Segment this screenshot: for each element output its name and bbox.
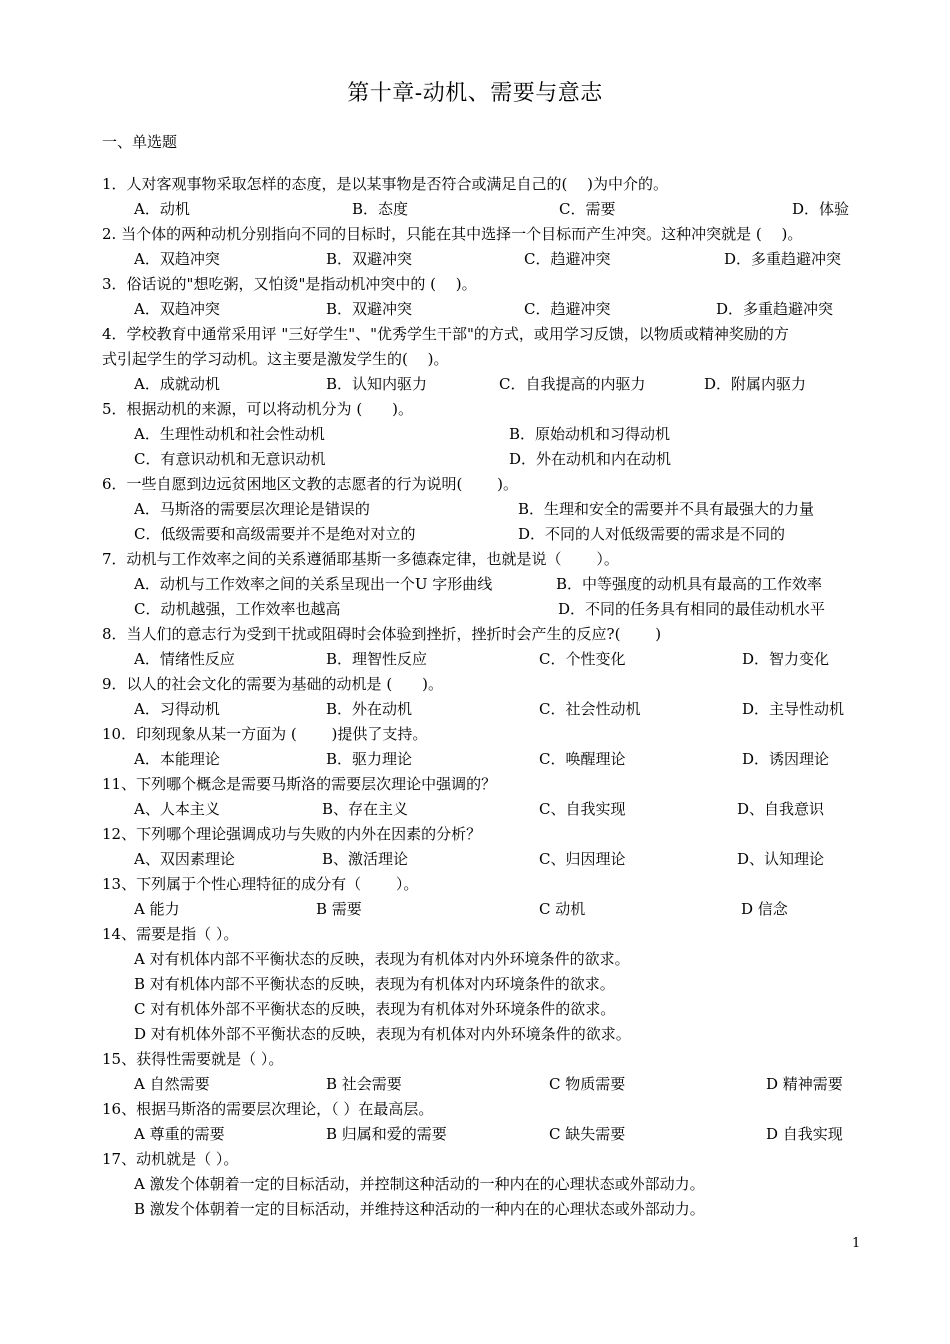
question-stem: 12、下列哪个理论强调成功与失败的内外在因素的分析？ xyxy=(102,825,482,843)
answer-option: A 能力 xyxy=(134,900,180,918)
answer-option: D．不同的任务具有相同的最佳动机水平 xyxy=(558,600,826,618)
answer-option: B．态度 xyxy=(352,200,409,218)
page-number: 1 xyxy=(852,1236,861,1251)
answer-option: A．动机 xyxy=(134,200,190,218)
answer-option: D．附属内驱力 xyxy=(704,375,807,393)
question-stem: 5．根据动机的来源，可以将动机分为 ( )。 xyxy=(102,400,414,418)
answer-option: B 激发个体朝着一定的目标活动，并维持这种活动的一种内在的心理状态或外部动力。 xyxy=(134,1200,705,1218)
answer-option: B 需要 xyxy=(316,900,362,918)
answer-option: C．有意识动机和无意识动机 xyxy=(134,450,326,468)
question-stem: 2. 当个体的两种动机分别指向不同的目标时，只能在其中选择一个目标而产生冲突。这种冲突就是 ( )。 xyxy=(102,225,803,243)
answer-option: B．理智性反应 xyxy=(326,650,428,668)
question-stem: 3．俗话说的"想吃粥，又怕烫"是指动机冲突中的 ( )。 xyxy=(102,275,477,293)
answer-option: B、激活理论 xyxy=(322,850,409,868)
answer-option: A 尊重的需要 xyxy=(134,1125,225,1143)
answer-option: C 缺失需要 xyxy=(549,1125,626,1143)
answer-option: A．双趋冲突 xyxy=(134,250,220,268)
answer-option: D、认知理论 xyxy=(737,850,825,868)
answer-option: D．多重趋避冲突 xyxy=(724,250,842,268)
answer-option: A．情绪性反应 xyxy=(134,650,235,668)
option-row xyxy=(102,422,866,447)
answer-option: D．智力变化 xyxy=(742,650,830,668)
question-stem: 15、获得性需要就是（ ）。 xyxy=(102,1050,284,1068)
answer-option: C 动机 xyxy=(539,900,586,918)
question-stem: 式引起学生的学习动机。这主要是激发学生的( )。 xyxy=(102,350,449,368)
answer-option: A 对有机体内部不平衡状态的反映，表现为有机体对内外环境条件的欲求。 xyxy=(134,950,630,968)
answer-option: B．双避冲突 xyxy=(326,250,413,268)
answer-option: A．双趋冲突 xyxy=(134,300,220,318)
answer-option: A、人本主义 xyxy=(134,800,220,818)
question-stem: 4．学校教育中通常采用评 "三好学生"、"优秀学生干部"的方式，或用学习反馈，以物质或精神奖励的方 xyxy=(102,325,789,343)
option-row xyxy=(102,797,866,822)
answer-option: B、存在主义 xyxy=(322,800,409,818)
answer-option: D．诱因理论 xyxy=(742,750,830,768)
answer-option: A 自然需要 xyxy=(134,1075,210,1093)
answer-option: D．不同的人对低级需要的需求是不同的 xyxy=(518,525,786,543)
option-row xyxy=(102,972,866,997)
answer-option: A．习得动机 xyxy=(134,700,220,718)
page-title: 第十章-动机、需要与意志 xyxy=(347,81,603,106)
answer-option: D．体验 xyxy=(792,200,850,218)
question-stem: 10．印刻现象从某一方面为 ( )提供了支持。 xyxy=(102,725,428,743)
answer-option: D 信念 xyxy=(741,900,788,918)
option-row xyxy=(102,947,866,972)
answer-option: C．需要 xyxy=(559,200,616,218)
section-heading: 一、单选题 xyxy=(102,133,178,151)
answer-option: C．唤醒理论 xyxy=(539,750,626,768)
option-row xyxy=(102,697,866,722)
answer-option: A、双因素理论 xyxy=(134,850,235,868)
answer-option: C．个性变化 xyxy=(539,650,626,668)
answer-option: D 对有机体外部不平衡状态的反映，表现为有机体对内外环境条件的欲求。 xyxy=(134,1025,631,1043)
answer-option: C．社会性动机 xyxy=(539,700,641,718)
question-stem: 11、下列哪个概念是需要马斯洛的需要层次理论中强调的？ xyxy=(102,775,497,793)
option-row xyxy=(102,1122,866,1147)
option-row xyxy=(102,847,866,872)
answer-option: B 归属和爱的需要 xyxy=(326,1125,447,1143)
option-row xyxy=(102,1172,866,1197)
answer-option: A．成就动机 xyxy=(134,375,220,393)
option-row xyxy=(102,572,866,597)
question-stem: 1．人对客观事物采取怎样的态度，是以某事物是否符合或满足自己的( )为中介的。 xyxy=(102,175,669,193)
option-row xyxy=(102,247,866,272)
answer-option: D．主导性动机 xyxy=(742,700,845,718)
answer-option: D 自我实现 xyxy=(766,1125,843,1143)
answer-option: C．趋避冲突 xyxy=(524,300,611,318)
answer-option: A．动机与工作效率之间的关系呈现出一个U 字形曲线 xyxy=(134,575,493,593)
answer-option: C．低级需要和高级需要并不是绝对对立的 xyxy=(134,525,416,543)
answer-option: B．驱力理论 xyxy=(326,750,413,768)
answer-option: C 对有机体外部不平衡状态的反映，表现为有机体对外环境条件的欲求。 xyxy=(134,1000,616,1018)
answer-option: A．本能理论 xyxy=(134,750,220,768)
option-row xyxy=(102,297,866,322)
question-stem: 14、需要是指（ ）。 xyxy=(102,925,239,943)
option-row xyxy=(102,447,866,472)
question-stem: 6．一些自愿到边远贫困地区文教的志愿者的行为说明( )。 xyxy=(102,475,519,493)
answer-option: C．动机越强，工作效率也越高 xyxy=(134,600,341,618)
question-stem: 8．当人们的意志行为受到干扰或阻碍时会体验到挫折，挫折时会产生的反应?( ) xyxy=(102,625,662,643)
question-stem: 16、根据马斯洛的需要层次理论，（ ）在最高层。 xyxy=(102,1100,434,1118)
answer-option: B．双避冲突 xyxy=(326,300,413,318)
option-row xyxy=(102,522,866,547)
answer-option: C．自我提高的内驱力 xyxy=(499,375,646,393)
question-stem: 9．以人的社会文化的需要为基础的动机是 ( )。 xyxy=(102,675,444,693)
answer-option: B．生理和安全的需要并不具有最强大的力量 xyxy=(518,500,815,518)
option-row xyxy=(102,597,866,622)
answer-option: B．原始动机和习得动机 xyxy=(509,425,671,443)
option-row xyxy=(102,747,866,772)
option-row xyxy=(102,497,866,522)
answer-option: D．外在动机和内在动机 xyxy=(509,450,672,468)
option-row xyxy=(102,1197,866,1222)
answer-option: A 激发个体朝着一定的目标活动，并控制这种活动的一种内在的心理状态或外部动力。 xyxy=(134,1175,705,1193)
option-row xyxy=(102,647,866,672)
answer-option: A．马斯洛的需要层次理论是错误的 xyxy=(134,500,370,518)
answer-option: C、自我实现 xyxy=(539,800,626,818)
option-row xyxy=(102,197,866,222)
option-row xyxy=(102,897,866,922)
answer-option: C、归因理论 xyxy=(539,850,626,868)
answer-option: D、自我意识 xyxy=(737,800,825,818)
question-stem: 13、下列属于个性心理特征的成分有（ ）。 xyxy=(102,875,419,893)
option-row xyxy=(102,372,866,397)
answer-option: C 物质需要 xyxy=(549,1075,626,1093)
answer-option: B 对有机体内部不平衡状态的反映，表现为有机体对内环境条件的欲求。 xyxy=(134,975,615,993)
answer-option: D 精神需要 xyxy=(766,1075,843,1093)
answer-option: A．生理性动机和社会性动机 xyxy=(134,425,325,443)
answer-option: C．趋避冲突 xyxy=(524,250,611,268)
question-stem: 7．动机与工作效率之间的关系遵循耶基斯一多德森定律，也就是说（ ）。 xyxy=(102,550,619,568)
answer-option: B．中等强度的动机具有最高的工作效率 xyxy=(556,575,823,593)
answer-option: D．多重趋避冲突 xyxy=(716,300,834,318)
option-row xyxy=(102,997,866,1022)
answer-option: B．外在动机 xyxy=(326,700,413,718)
option-row xyxy=(102,1072,866,1097)
option-row xyxy=(102,1022,866,1047)
answer-option: B 社会需要 xyxy=(326,1075,402,1093)
question-stem: 17、动机就是（ ）。 xyxy=(102,1150,239,1168)
answer-option: B．认知内驱力 xyxy=(326,375,428,393)
